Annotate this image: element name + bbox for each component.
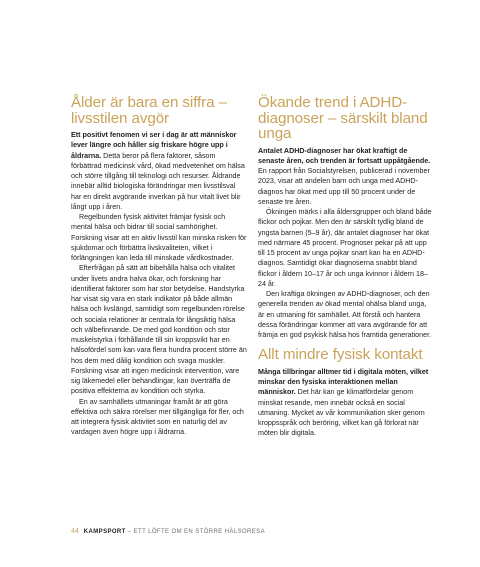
right-column — [258, 95, 434, 439]
lead-rest-age: Detta beror på flera faktorer, såsom förbättrad medicinsk vård, ökad medvetenhet om hälsa och större tillgång till teknologi och resurser. Åldrande innebär alltid biologiska förändringar men livsstilsval har en direkt avgörande inverkan på hur vitalt livet blir långt upp i åren. — [71, 151, 245, 211]
heading-age: Ålder är bara en siffra – livsstilen avgör — [71, 94, 227, 127]
lead-paragraph-age — [71, 130, 247, 212]
lead-bold-contact: Många tillbringar alltmer tid i digitala möten, vilket minskar den fysiska interaktionen mellan människor. — [258, 367, 429, 397]
lead-rest-adhd: En rapport från Socialstyrelsen, publicerad i november 2023, visar att andelen barn och unga med ADHD-diagnos har ökat med upp till 50 procent under de senaste tre åren. — [258, 167, 430, 206]
lead-bold-age: Ett positivt fenomen vi ser i dag är att människor lever längre och håller sig friskare högre upp i åldrarna. — [71, 131, 237, 160]
lead-bold-adhd: Antalet ADHD-diagnoser har ökat kraftigt de senaste åren, och trenden är fortsatt uppåtgående. — [258, 146, 431, 165]
lead-paragraph-adhd — [258, 146, 434, 208]
paragraph-research: Efterfrågan på sätt att bibehålla hälsa och vitalitet under livets andra halva ökar, och forskning har identifierat faktorer som har stor betydelse. Handstyrka har visat sig vara en stark indikator på både allmän hälsa och livslängd, samtidigt som regelbunden rörelse och sociala relationer är centrala för långsiktig hälsa och välbefinnande. De med god kondition och stor muskelstyrka i förhållande till sin kroppsvikt har en hälsofördel som kan vara flera hundra procent större än hos dem med dålig kondition och svaga muskler. Forskning visar att ingen medicinsk intervention, vare sig läkemedel eller behandlingar, kan överträffa de positiva effekterna av kondition och styrka. — [71, 264, 247, 396]
footer-brand: KAMPSPORT — [83, 529, 126, 535]
lead-rest-contact: Det här kan ge klimatfördelar genom minskat resande, men innebär också en social utmaning. Mycket av vår kommunikation sker genom kroppsspråk och beröring, vilket kan gå förlorat när möten blir digitala. — [258, 388, 425, 438]
heading-adhd: Ökande trend i ADHD-diagnoser – särskilt bland unga — [258, 94, 428, 142]
page-footer — [71, 528, 265, 535]
page-number: 44 — [71, 528, 79, 535]
heading-physical-contact: Allt mindre fysisk kontakt — [258, 346, 423, 364]
left-column — [71, 95, 247, 438]
footer-subtitle: – ETT LÖFTE OM EN STÖRRE HÄLSORESA — [125, 529, 265, 535]
lead-paragraph-contact — [258, 367, 434, 439]
paragraph-activity: Regelbunden fysisk aktivitet främjar fysisk och mental hälsa och bidrar till social samhörighet. Forskning visar att en aktiv livsstil kan minska risken för sjukdomar och förbättra livskvaliteten, vilket i förlängningen kan leda till minskade vårdkostnader. — [71, 213, 247, 262]
paragraph-mental-health: Den kraftiga ökningen av ADHD-diagnoser, och den generella trenden av ökad mental ohälsa bland unga, är en utmaning för samhället. Att förstå och hantera dessa förändringar kommer att vara avgörande för att främja en god psykisk hälsa hos framtida generationer. — [258, 290, 432, 339]
paragraph-challenge: En av samhällets utmaningar framåt är att göra effektiva och säkra rörelser mer tillgängliga för fler, och att integrera fysisk aktivitet som en naturlig del av vardagen även högre upp i åldrarna. — [71, 397, 244, 437]
paragraph-increase: Ökningen märks i alla åldersgrupper och bland både flickor och pojkar. Men den är särskilt tydlig bland de yngsta barnen (5–9 år), där antalet diagnoser har ökat med närmare 45 procent. Prognoser pekar på att upp till 15 procent av unga pojkar snart kan ha en ADHD-diagnos. Samtidigt ökar diagnoserna snabbt bland flickor i åldern 10–17 år och unga kvinnor i åldern 18–24 år. — [258, 208, 432, 288]
